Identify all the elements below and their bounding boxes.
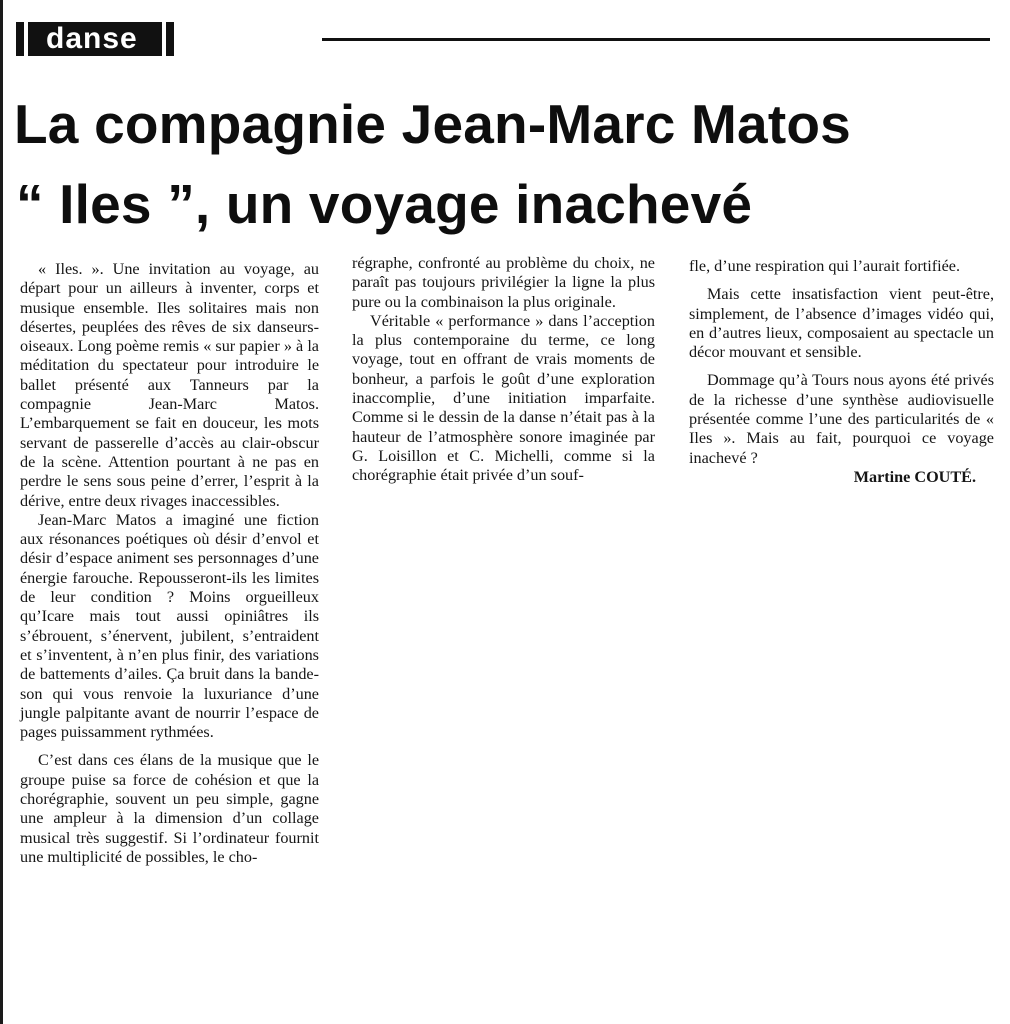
article-column-2 xyxy=(352,254,655,486)
column-1-paragraph-3: C’est dans ces élans de la musique que le groupe puise sa force de cohésion et que la chorégraphie, souvent un peu simple, gagne une ampleur à la dimension d’un collage musical très suggestif. Si l’ordinateur fournit une multiplicité de possibles, le cho- xyxy=(20,751,319,866)
article-headline xyxy=(14,84,1004,244)
section-rubric xyxy=(16,22,174,56)
headline-line-1: La compagnie Jean-Marc Matos xyxy=(14,93,851,155)
headline-line-2: “ Iles ”, un voyage inachevé xyxy=(16,173,753,235)
column-3-paragraph-2: Mais cette insatisfaction vient peut-être, simplement, de l’absence d’images vidéo qui, en d’autres lieux, composaient au spectacle un décor mouvant et sensible. xyxy=(689,285,994,362)
column-3-paragraph-1: fle, d’une respiration qui l’aurait fortifiée. xyxy=(689,257,961,275)
column-1-paragraph-1: « Iles. ». Une invitation au voyage, au départ pour un ailleurs à inventer, corps et musique ensemble. Iles solitaires mais non désertes, peuplées des rêves de six danseurs-oiseaux. Long poème remis « sur papier » à la méditation du spectateur pour introduire le ballet présenté aux Tanneurs par la compagnie Jean-Marc Matos. L’embarquement se fait en douceur, les mots servant de passerelle d’accès au clair-obscur de la scène. Attention pourtant à ne pas en perdre le sens sous peine d’errer, l’esprit à la dérive, entre deux rivages inaccessibles. xyxy=(20,260,319,510)
rubric-bar-right xyxy=(166,22,174,56)
column-1-paragraph-2: Jean-Marc Matos a imaginé une fiction aux résonances poétiques où désir d’envol et désir d’espace animent ses personnages d’une énergie farouche. Repousseront-ils les limites de leur condition ? Moins orgueilleux qu’Icare mais tout aussi opiniâtres ils s’ébrouent, s’énervent, jubilent, s’entraident et s’inventent, à n’en plus finir, des variations de battements d’ailes. Ça bruit dans la bande-son qui vous renvoie la luxuriance d’une jungle palpitante avant de nourrir l’espace de pages puissamment rythmées. xyxy=(20,510,319,742)
header-rule xyxy=(322,38,990,41)
column-3-paragraph-3: Dommage qu’à Tours nous ayons été privés de la richesse d’une synthèse audiovisuelle présentée comme l’une des particularités de « Iles ». Mais au fait, pourquoi ce voyage inachevé ? xyxy=(689,371,994,467)
column-2-paragraph-1: régraphe, confronté au problème du choix, ne paraît pas toujours privilégier la ligne la plus pure ou la combinaison la plus originale. xyxy=(352,254,655,311)
author-signature: Martine COUTÉ. xyxy=(853,467,976,486)
article-column-3 xyxy=(689,257,994,487)
column-2-paragraph-2: Véritable « performance » dans l’acception la plus contemporaine du terme, ce long voyage, tout en offrant de vrais moments de bonheur, a parfois le goût d’une exploration inaccomplie, d’une initiation imparfaite. Comme si le dessin de la danse n’était pas à la hauteur de l’atmosphère sonore imaginée par G. Loisillon et C. Michelli, comme si la chorégraphie était privée d’un souf- xyxy=(352,311,655,485)
rubric-bar-left xyxy=(16,22,24,56)
page-edge-line xyxy=(0,0,3,1024)
article-column-1 xyxy=(20,260,319,867)
rubric-label: danse xyxy=(28,22,162,56)
